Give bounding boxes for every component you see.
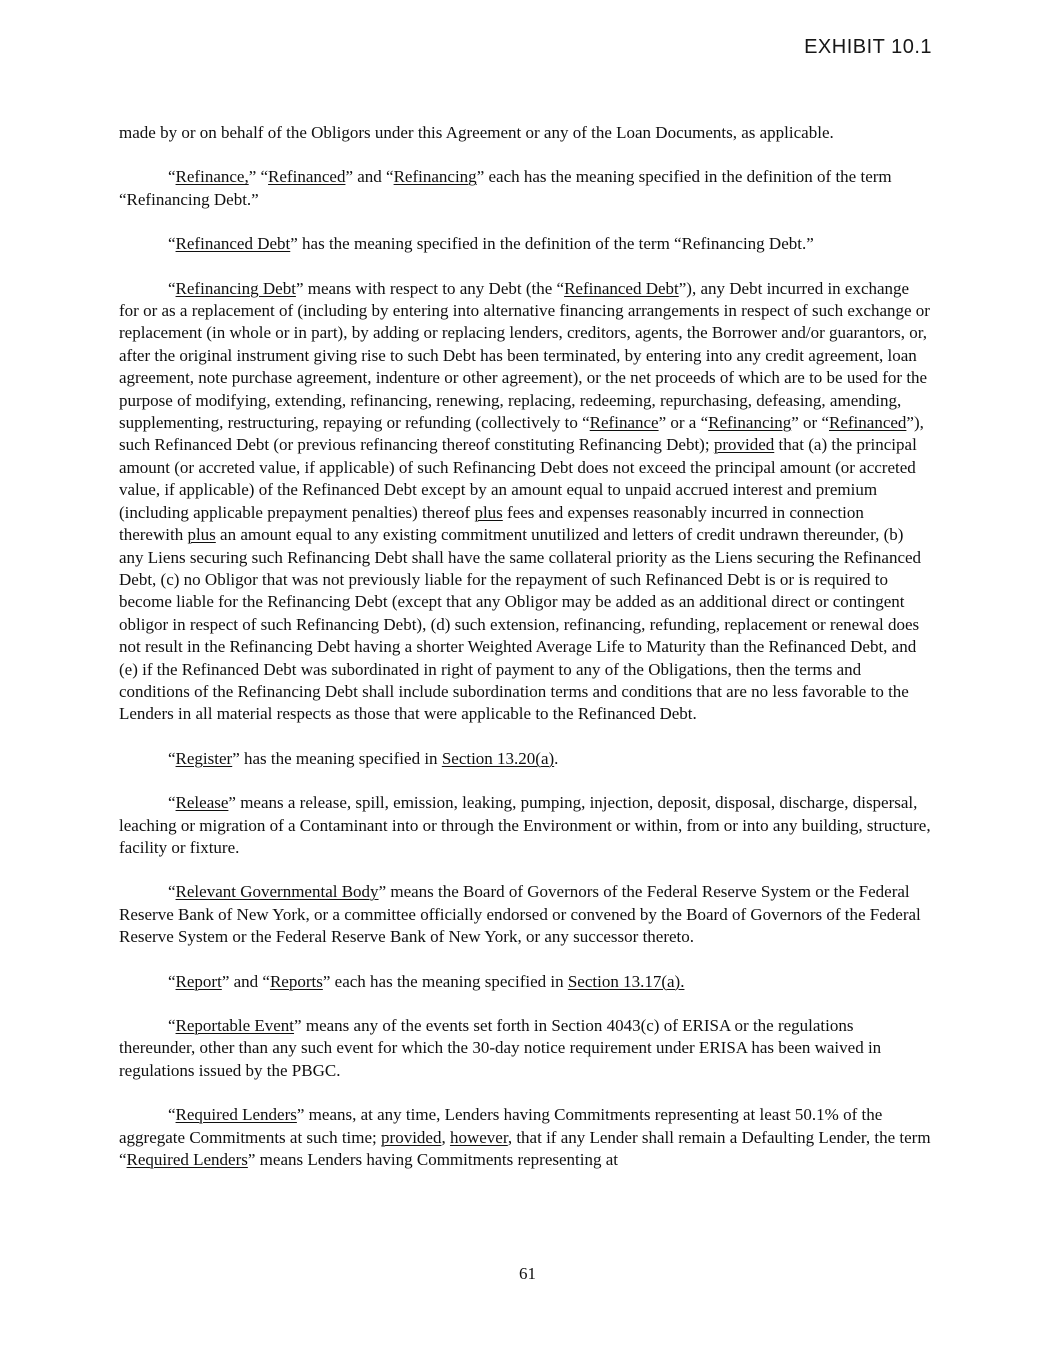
underlined-term: Refinancing <box>393 167 477 187</box>
text-segment: ” means any of the events set forth in Section 4043(c) of ERISA or the regulations thereunder, other than any such event for which the 30-day notice requirement under ERISA has been waived in regulations issued by the PBGC. <box>119 1016 882 1080</box>
text-segment: ” has the meaning specified in the definition of the term “Refinancing Debt.” <box>290 234 814 254</box>
text-segment: ” and “ <box>345 167 394 187</box>
underlined-term: Refinance <box>589 413 659 433</box>
underlined-term: plus <box>474 502 503 522</box>
underlined-term: Reportable Event <box>175 1016 295 1035</box>
text-segment: . <box>554 748 559 768</box>
text-segment: , <box>441 1127 450 1147</box>
underlined-term: Refinanced Debt <box>564 278 679 298</box>
page-number: 61 <box>519 1264 536 1283</box>
text-segment: ” means a release, spill, emission, leaking, pumping, injection, deposit, disposal, discharge, dispersal, leaching or migration of a Contaminant into or through the Environment or within, from or into any building, structure, facility or fixture. <box>119 793 931 857</box>
text-segment: ” means Lenders having Commitments representing at <box>247 1150 618 1170</box>
underlined-term: Refinanced <box>268 167 346 187</box>
text-segment: ” means, at any time, Lenders having Commitments representing at least 50.1% of the aggregate Commitments at such time; <box>119 1105 883 1147</box>
text-segment: made by or on behalf of the Obligors under this Agreement or any of the Loan Documents, as applicable. <box>119 123 834 142</box>
paragraph-reportable-event-definition <box>119 1015 932 1082</box>
paragraph-release-definition <box>119 792 932 859</box>
text-segment: ” each has the meaning specified in <box>322 971 568 991</box>
text-segment: ” has the meaning specified in <box>232 748 442 768</box>
text-segment: ” “ <box>248 167 269 187</box>
text-segment: ” means with respect to any Debt (the “ <box>295 278 565 298</box>
underlined-term: Reports <box>269 971 323 991</box>
text-segment: ”), such Refinanced Debt (or previous refinancing thereof constituting Refinancing Debt); <box>119 413 924 455</box>
text-segment: ” each has the meaning specified in the definition of the term “Refinancing Debt.” <box>119 167 892 209</box>
text-segment: an amount equal to any existing commitment unutilized and letters of credit undrawn thereunder, (b) any Liens securing such Refinancing Debt shall have the same collateral priority as the Liens securing the Refinanced Debt, (c) no Obligor that was not previously liable for the repayment of such Refinanced Debt is or is required to become liable for the Refinancing Debt (except that any Obligor may be added as an additional direct or contingent obligor in respect of such Refinancing Debt), (d) such extension, refinancing, refunding, replacement or renewal does not result in the Refinancing Debt having a shorter Weighted Average Life to Maturity than the Refinanced Debt, and (e) if the Refinanced Debt was subordinated in right of payment to any of the Obligations, then the terms and conditions of the Refinancing Debt shall include subordination terms and conditions that are no less favorable to the Lenders in all material respects as those that were applicable to the Refinanced Debt. <box>119 525 922 724</box>
text-segment: , that if any Lender shall remain a Defaulting Lender, the term “ <box>119 1127 931 1170</box>
underlined-term: Refinance, <box>175 167 249 187</box>
underlined-term: provided <box>713 435 775 455</box>
paragraph-required-lenders-definition <box>119 1104 932 1171</box>
paragraph-refinancing-debt-definition <box>119 278 932 726</box>
text-segment: ” or “ <box>791 413 829 433</box>
underlined-term: however <box>449 1127 508 1147</box>
paragraph-register-definition <box>119 748 932 770</box>
text-segment: ” or a “ <box>658 413 709 433</box>
paragraph-relevant-governmental-body-definition <box>119 881 932 948</box>
paragraph-refinanced-debt-definition <box>119 233 932 255</box>
underlined-term: Refinanced <box>829 413 907 433</box>
text-segment: “ <box>168 1105 176 1125</box>
text-segment: ” means the Board of Governors of the Federal Reserve System or the Federal Reserve Bank of New York, or a committee officially endorsed or convened by the Board of Governors of the Federal Reserve System or the Federal Reserve Bank of New York, or any successor thereto. <box>119 882 921 947</box>
underlined-term: Required Lenders <box>126 1150 248 1170</box>
paragraph-report-definition <box>119 971 932 993</box>
underlined-term: Section 13.17(a). <box>567 971 685 991</box>
text-segment: “ <box>168 1016 176 1035</box>
document-body <box>119 122 932 1193</box>
underlined-term: Required Lenders <box>175 1105 297 1125</box>
underlined-term: Refinanced Debt <box>175 234 291 254</box>
underlined-term: Section 13.20(a) <box>441 748 555 768</box>
text-segment: “ <box>168 971 176 991</box>
underlined-term: Report <box>175 971 222 991</box>
underlined-term: provided <box>381 1127 442 1147</box>
underlined-term: Refinancing Debt <box>175 278 296 298</box>
underlined-term: Refinancing <box>708 413 792 433</box>
underlined-term: Release <box>175 793 229 813</box>
text-segment: “ <box>168 748 176 768</box>
text-segment: “ <box>168 234 176 254</box>
text-segment: “ <box>168 167 176 187</box>
exhibit-label: EXHIBIT 10.1 <box>804 36 932 58</box>
text-segment: ”), any Debt incurred in exchange for or as a replacement of (including by entering into alternative financing arrangements in respect of such exchange or replacement (in whole or in part), by adding or replacing lenders, creditors, agents, the Borrower and/or guarantors, or, after the original instrument giving rise to such Debt has been terminated, by entering into any credit agreement, loan agreement, note purchase agreement, indenture or other agreement), or the net proceeds of which are to be used for the purpose of modifying, extending, refinancing, renewing, replacing, redeeming, repurchasing, defeasing, amending, supplementing, restructuring, repaying or refunding (collectively to “ <box>119 278 930 433</box>
text-segment: fees and expenses reasonably incurred in connection therewith <box>119 502 864 545</box>
paragraph-refinance-definition <box>119 166 932 211</box>
text-segment: “ <box>168 278 176 298</box>
paragraph-continuation <box>119 122 932 144</box>
text-segment: “ <box>168 882 176 902</box>
underlined-term: plus <box>187 525 216 545</box>
underlined-term: Relevant Governmental Body <box>175 882 379 902</box>
text-segment: that (a) the principal amount (or accreted value, if applicable) of such Refinancing Debt does not exceed the principal amount (or accreted value, if applicable) of the Refinanced Debt except by an amount equal to unpaid accrued interest and premium (including applicable prepayment penalties) thereof <box>119 435 917 522</box>
underlined-term: Register <box>175 748 233 768</box>
text-segment: ” and “ <box>221 971 270 991</box>
text-segment: “ <box>168 793 176 813</box>
